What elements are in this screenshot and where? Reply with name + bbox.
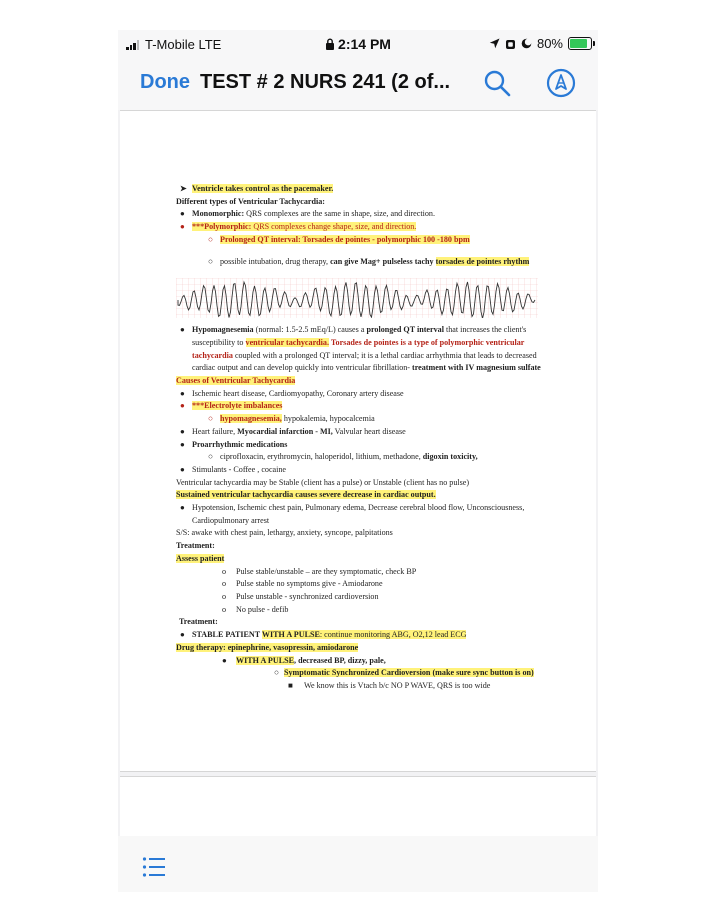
carrier-label: T-Mobile LTE (145, 37, 222, 52)
doc-text: Different types of Ventricular Tachycardia: (176, 196, 325, 206)
doc-text: Pulse stable no symptoms give - Amiodarone (236, 579, 383, 589)
doc-text: hypokalemia, hypocalcemia (281, 414, 375, 424)
doc-text: Sustained ventricular tachycardia causes severe decrease in cardiac output. (176, 490, 436, 500)
doc-text: coupled with a prolonged QT interval; it is a lethal cardiac arrhythmia that leads to decreased cardiac output and can develop quickly into ventricular fibrillation- (192, 350, 537, 373)
bullet-icon: ● (180, 439, 185, 449)
doc-text: Torsades de pointes is a type of polymorphic ventricular tachycardia (192, 337, 525, 360)
document-page[interactable] (120, 110, 596, 772)
bullet-icon: ● (180, 222, 185, 232)
circle-bullet-icon: ○ (208, 414, 213, 424)
doc-text: QRS complexes change shape, size, and direction. (251, 222, 417, 232)
doc-text: Treatment: (179, 617, 218, 627)
doc-line (176, 566, 556, 579)
status-right (489, 36, 592, 51)
circle-bullet-icon: ○ (208, 256, 213, 266)
phone-screen (118, 30, 598, 892)
doc-text: Myocardial infarction - MI, (237, 426, 333, 436)
doc-text: Symptomatic Synchronized Cardioversion (make sure sync button is on) (284, 668, 534, 678)
square-bullet-icon: ■ (288, 680, 293, 690)
doc-line (176, 629, 556, 642)
circle-bullet-icon: ○ (274, 668, 279, 678)
doc-text: treatment with IV magnesium sulfate (412, 363, 541, 373)
doc-text: Stimulants - Coffee , cocaine (192, 464, 287, 474)
doc-text: We know this is Vtach b/c NO P WAVE, QRS is too wide (304, 680, 491, 690)
doc-text: ciprofloxacin, erythromycin, haloperidol, lithium, methadone, (220, 452, 423, 462)
bullet-icon: ● (180, 401, 185, 411)
doc-text: , decreased BP, dizzy, pale, (294, 655, 386, 665)
lock-icon (325, 38, 335, 50)
circle-bullet-icon: ○ (208, 452, 213, 462)
doc-line (176, 208, 556, 221)
markup-pen-icon[interactable] (546, 68, 576, 98)
doc-text: Hypomagnesemia (192, 325, 254, 335)
doc-line (176, 388, 556, 401)
doc-text: Proarrhythmic medications (192, 439, 288, 449)
doc-line (176, 489, 556, 502)
doc-line (176, 464, 556, 477)
doc-text: No pulse - defib (236, 604, 289, 614)
circle-bullet-icon: o (222, 579, 227, 589)
ecg-rhythm-strip (176, 278, 538, 318)
doc-text: ***Polymorphic: (192, 222, 252, 232)
doc-text: Heart failure, (192, 426, 238, 436)
doc-text: Ventricle takes control as the pacemaker. (192, 184, 334, 193)
doc-line (176, 604, 556, 617)
doc-text: Monomorphic: (192, 209, 245, 219)
bullet-icon: ● (180, 426, 185, 436)
doc-line (176, 642, 556, 655)
doc-text: Hypotension, Ischemic chest pain, Pulmonary edema, Decrease cerebral blood flow, Unconsciousness, Cardiopulmonary arrest (192, 503, 525, 525)
search-icon[interactable] (482, 68, 512, 98)
doc-line (176, 502, 556, 527)
doc-text: digoxin toxicity, (422, 452, 478, 462)
doc-line (176, 439, 556, 452)
bullet-icon: ● (180, 503, 185, 513)
doc-line (176, 540, 556, 553)
circle-bullet-icon: o (222, 566, 227, 576)
doc-text: WITH A PULSE (261, 630, 320, 640)
battery-icon (568, 37, 592, 50)
doc-line (176, 655, 556, 668)
doc-line (176, 256, 556, 269)
doc-text: Treatment: (176, 541, 215, 551)
doc-text: (normal: 1.5-2.5 mEq/L) causes a (253, 325, 367, 335)
done-button[interactable]: Done (140, 71, 190, 93)
doc-text: ***Electrolyte imbalances (192, 401, 283, 411)
doc-text: Causes of Ventricular Tachycardia (176, 376, 296, 386)
bottom-toolbar (118, 836, 598, 892)
document-content (176, 183, 556, 693)
doc-text: WITH A PULSE (236, 655, 295, 665)
circle-bullet-icon: o (222, 591, 227, 601)
doc-line (176, 591, 556, 604)
circle-bullet-icon: o (222, 604, 227, 614)
alarm-icon (505, 38, 516, 50)
document-title: TEST # 2 NURS 241 (2 of... (200, 71, 451, 93)
doc-text: Prolonged QT interval: Torsades de pointes - polymorphic 100 -180 bpm (220, 234, 470, 244)
doc-line (176, 667, 556, 680)
doc-line (176, 477, 556, 490)
doc-line (176, 426, 556, 439)
doc-text: Drug therapy: epinephrine, vasopressin, amiodarone (176, 642, 359, 652)
navigation-bar (118, 58, 598, 110)
doc-text: QRS complexes are the same in shape, size, and direction. (244, 209, 435, 219)
doc-line (176, 553, 556, 566)
doc-line (176, 578, 556, 591)
doc-line (176, 527, 556, 540)
circle-bullet-icon: ○ (208, 234, 213, 244)
doc-text: Ventricular tachycardia may be Stable (client has a pulse) or Unstable (client has no pulse) (176, 477, 470, 487)
doc-line (176, 451, 556, 464)
doc-line (176, 680, 556, 693)
doc-text: Pulse stable/unstable – are they symptomatic, check BP (236, 566, 417, 576)
doc-line (176, 183, 556, 196)
doc-text: torsades de pointes rhythm (435, 256, 530, 266)
moon-icon (521, 38, 532, 49)
status-bar (118, 30, 598, 58)
doc-line (176, 400, 556, 413)
doc-line (176, 234, 556, 247)
doc-text: Valvular heart disease (332, 426, 406, 436)
doc-text: Pulse unstable - synchronized cardioversion (236, 591, 379, 601)
arrow-bullet-icon: ➤ (180, 184, 187, 193)
bullet-icon: ● (222, 655, 227, 665)
bullet-icon: ● (180, 630, 185, 640)
bullet-icon: ● (180, 325, 185, 335)
doc-text: S/S: awake with chest pain, lethargy, anxiety, syncope, palpitations (176, 528, 393, 538)
doc-text: that increases the client's susceptibility to (192, 325, 527, 347)
battery-percent: 80% (536, 36, 563, 51)
doc-text: : continue monitoring ABG, O2,12 lead ECG (319, 630, 467, 640)
doc-line (176, 375, 556, 388)
doc-text: hypomagnesemia, (220, 414, 282, 424)
bullet-icon: ● (180, 388, 185, 398)
doc-line (176, 196, 556, 209)
doc-text: can give Mag+ pulseless tachy (330, 256, 436, 266)
clock-time: 2:14 PM (338, 36, 391, 52)
doc-text: Ischemic heart disease, Cardiomyopathy, Coronary artery disease (192, 388, 404, 398)
doc-text: ventricular tachycardia. (245, 337, 329, 347)
bullet-icon: ● (180, 464, 185, 474)
doc-paragraph (176, 324, 556, 375)
doc-text: Assess patient (176, 553, 225, 563)
location-arrow-icon (489, 38, 500, 49)
doc-line (176, 221, 556, 234)
doc-text: prolonged QT interval (366, 325, 444, 335)
doc-line (176, 413, 556, 426)
next-document-page[interactable] (120, 776, 596, 837)
list-icon[interactable] (142, 856, 166, 878)
doc-text: STABLE PATIENT (192, 630, 262, 640)
doc-line (176, 616, 556, 629)
doc-text: possible intubation, drug therapy, (220, 256, 331, 266)
bullet-icon: ● (180, 209, 185, 219)
